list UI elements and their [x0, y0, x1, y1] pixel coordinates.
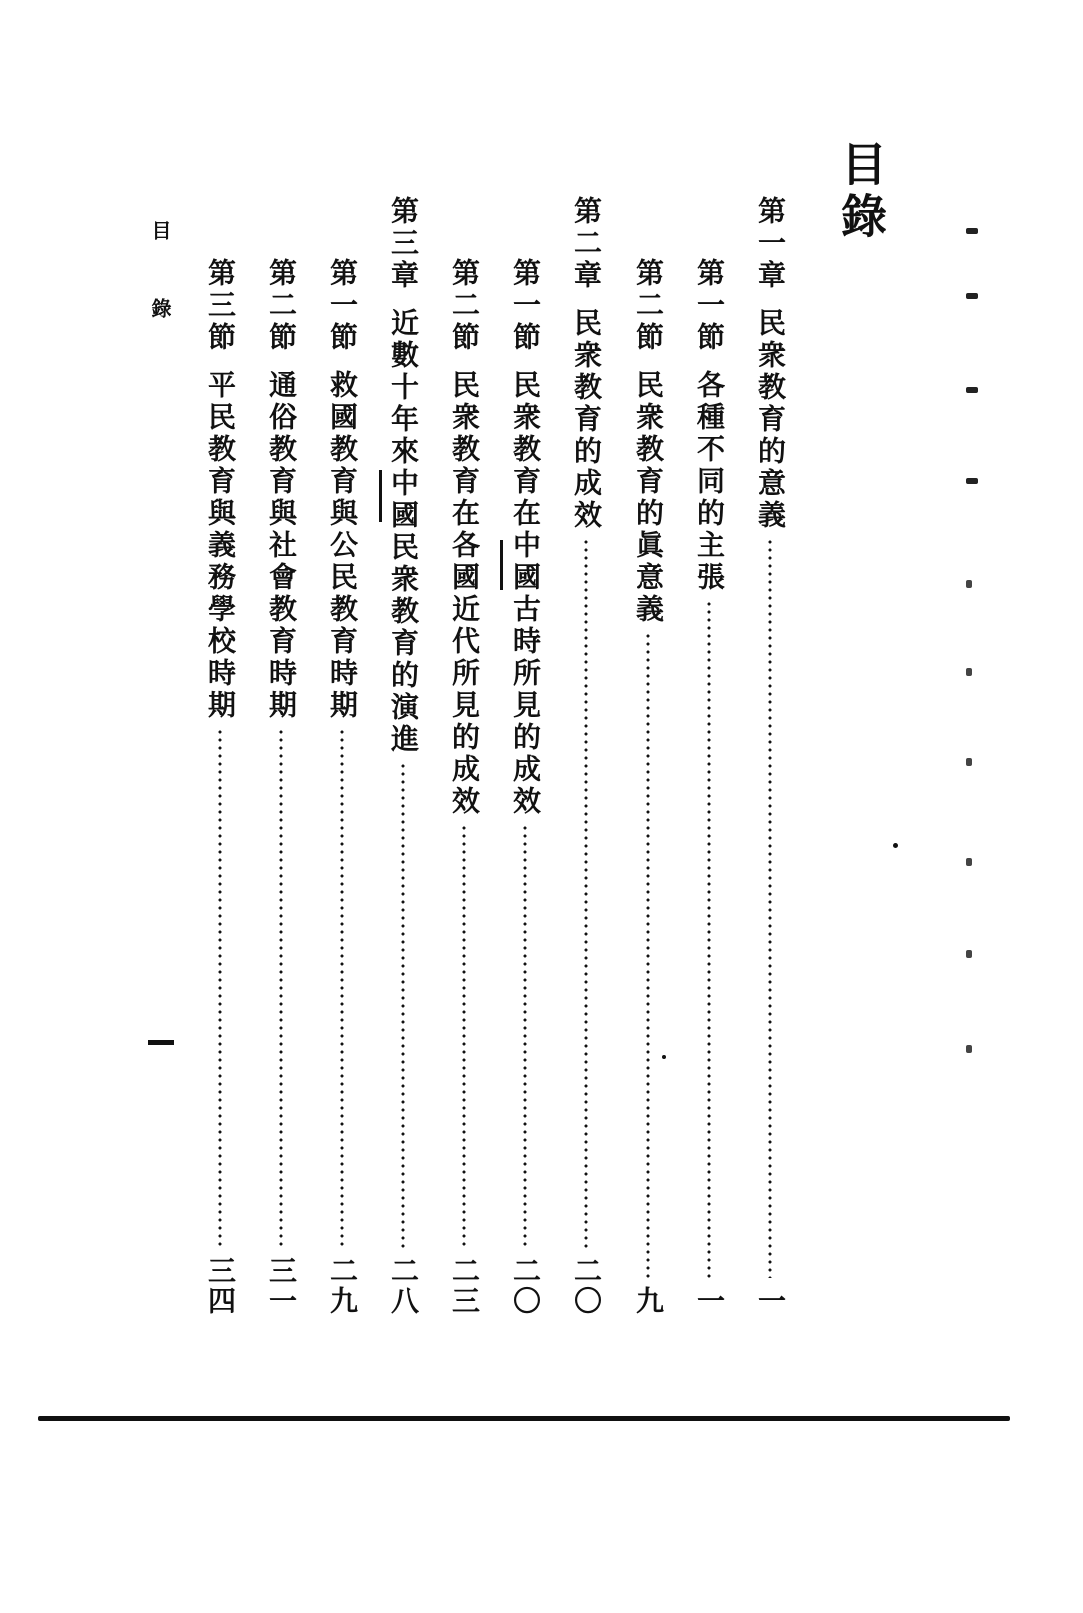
toc-entry-title: 通俗教育與社會教育時期	[265, 370, 298, 722]
toc-entry-page: 二九	[326, 1256, 359, 1316]
toc-entry-page: 九	[632, 1286, 665, 1316]
bleed-mark	[966, 950, 972, 958]
toc-entry-page: 二三	[448, 1256, 481, 1316]
dot-leader	[218, 728, 222, 1248]
toc-entry-label: 第三節	[204, 258, 237, 354]
toc-entry-title: 民衆教育的成效	[570, 308, 603, 532]
toc-entry-label: 第三章	[387, 196, 420, 292]
toc-entry-title: 平民教育與義務學校時期	[204, 370, 237, 722]
running-head: 目錄	[148, 220, 172, 376]
page-title: 目錄	[834, 140, 888, 244]
toc-entry-chapter-1[interactable]	[750, 196, 790, 1316]
dot-leader	[584, 538, 588, 1248]
toc-entry-label: 第二節	[448, 258, 481, 354]
dot-leader	[707, 600, 711, 1278]
toc-entry-section[interactable]	[200, 258, 240, 1316]
toc-entry-page: 三四	[204, 1256, 237, 1316]
toc-entry-page: 二〇	[509, 1256, 542, 1316]
toc-entry-label: 第二章	[570, 196, 603, 292]
toc-entry-section[interactable]	[444, 258, 484, 1316]
dot-leader	[523, 824, 527, 1248]
toc-entry-page: 二〇	[570, 1256, 603, 1316]
margin-mark	[500, 540, 503, 590]
folio-page-number	[148, 1040, 174, 1045]
speck	[893, 843, 898, 848]
bleed-mark	[966, 228, 978, 234]
bleed-mark	[966, 293, 978, 299]
dot-leader	[279, 728, 283, 1248]
speck	[662, 1055, 666, 1059]
bleed-mark	[966, 387, 978, 393]
bleed-mark	[966, 478, 978, 484]
toc-entry-label: 第一節	[693, 258, 726, 354]
toc-entry-section[interactable]	[689, 258, 729, 1316]
dot-leader	[340, 728, 344, 1248]
bottom-rule	[38, 1416, 1010, 1421]
toc-entry-label: 第一章	[754, 196, 787, 292]
toc-entry-title: 民衆教育在中國古時所見的成效	[509, 370, 542, 818]
margin-mark	[379, 470, 382, 522]
dot-leader	[768, 538, 772, 1278]
bleed-mark	[966, 858, 972, 866]
toc-entry-section[interactable]	[322, 258, 362, 1316]
bleed-mark	[966, 668, 972, 676]
toc-entry-page: 二八	[387, 1256, 420, 1316]
toc-entry-title: 救國教育與公民教育時期	[326, 370, 359, 722]
toc-entry-section[interactable]	[261, 258, 301, 1316]
toc-entry-chapter-3[interactable]	[383, 196, 423, 1316]
toc-entry-page: 三一	[265, 1256, 298, 1316]
bleed-mark	[966, 580, 972, 588]
toc-entry-label: 第一節	[326, 258, 359, 354]
toc-entry-title: 各種不同的主張	[693, 370, 726, 594]
toc-entry-section[interactable]	[628, 258, 668, 1316]
dot-leader	[462, 824, 466, 1248]
toc-entry-label: 第二節	[632, 258, 665, 354]
toc-entry-title: 近數十年來中國民衆教育的演進	[387, 308, 420, 756]
dot-leader	[401, 762, 405, 1248]
toc-entry-page: 一	[693, 1286, 726, 1316]
toc-entry-title: 民衆教育在各國近代所見的成效	[448, 370, 481, 818]
toc-entry-title: 民衆教育的意義	[754, 308, 787, 532]
bleed-mark	[966, 758, 972, 766]
toc-entry-label: 第二節	[265, 258, 298, 354]
toc-entry-section[interactable]	[505, 258, 545, 1316]
bleed-mark	[966, 1045, 972, 1053]
toc-entry-label: 第一節	[509, 258, 542, 354]
dot-leader	[646, 632, 650, 1278]
toc-entry-title: 民衆教育的眞意義	[632, 370, 665, 626]
toc-entry-page: 一	[754, 1286, 787, 1316]
toc-entry-chapter-2[interactable]	[566, 196, 606, 1316]
